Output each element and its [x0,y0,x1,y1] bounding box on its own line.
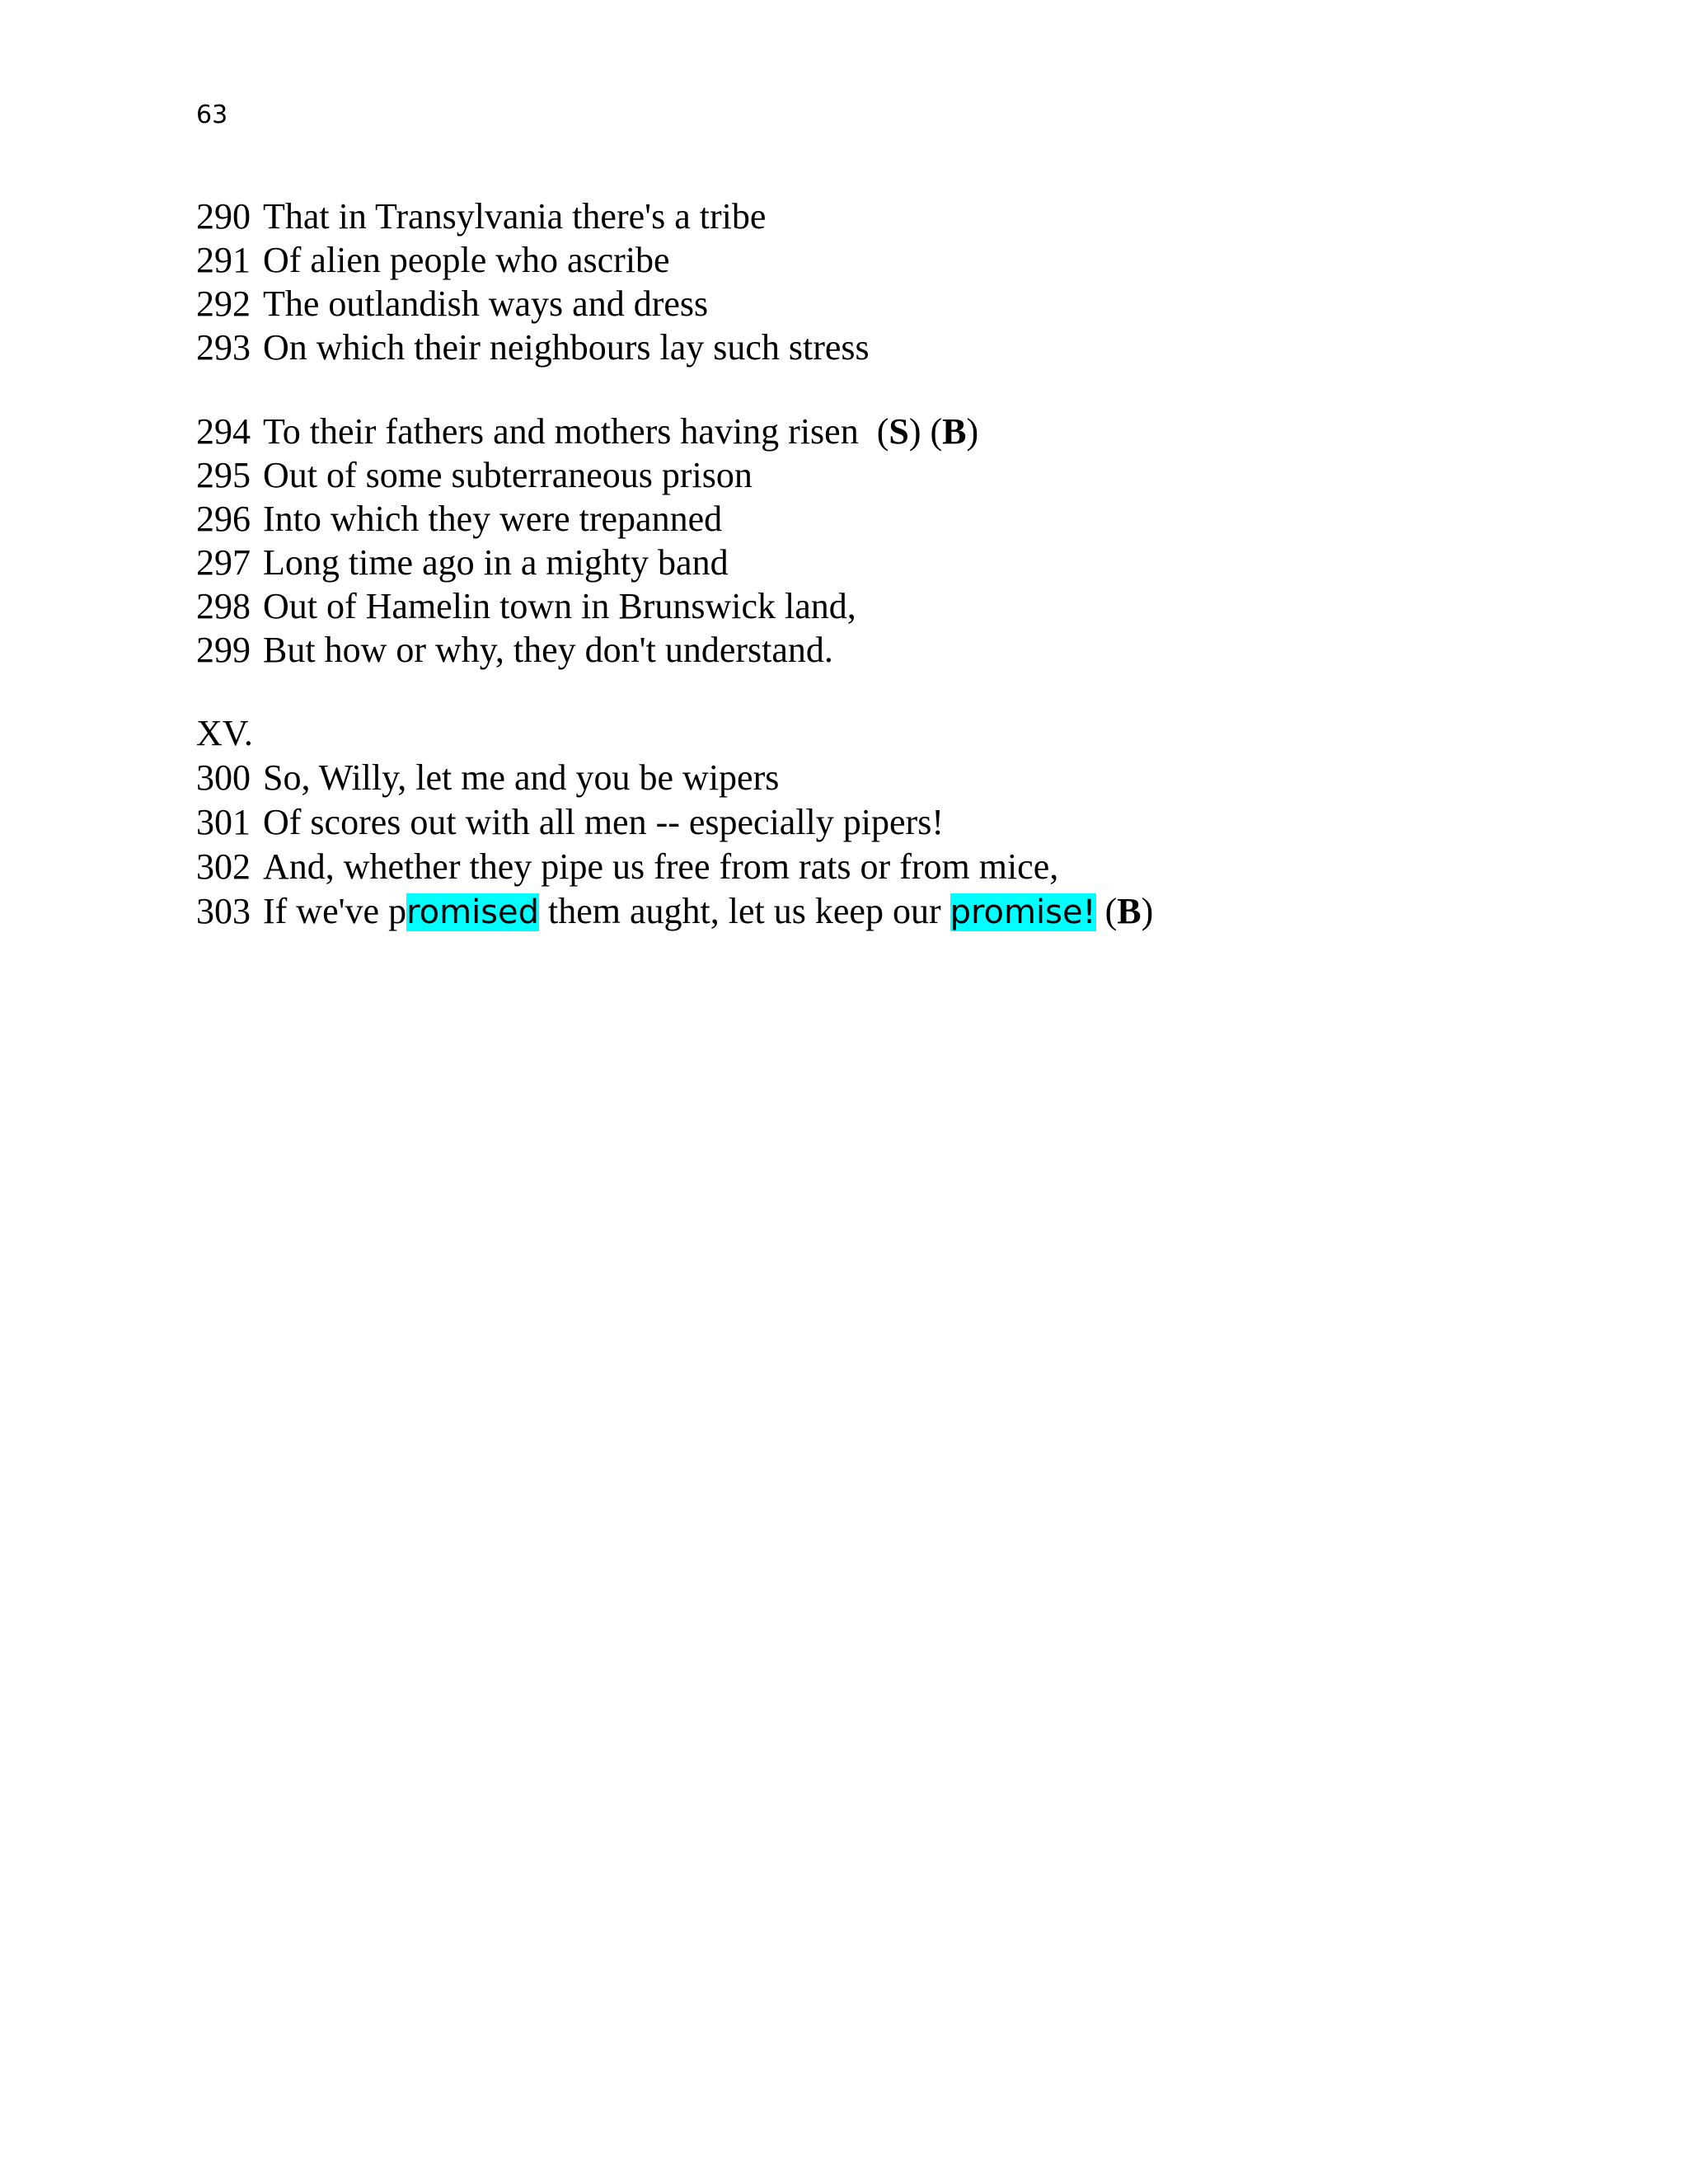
line-number: 298 [196,586,251,626]
source-tag-s: (S) [867,411,921,452]
poem-line-302 [196,845,1058,888]
line-text: To their fathers and mothers having risen [263,411,868,452]
poem-line-297 [196,541,729,584]
line-text: If we've p [263,891,407,931]
source-tag-letter: B [1117,891,1142,931]
source-tag-b: (B) [921,411,979,452]
line-number: 300 [196,757,251,798]
line-number: 295 [196,455,251,495]
line-text: But how or why, they don't understand. [263,630,833,670]
line-number: 292 [196,284,251,324]
line-number: 291 [196,240,251,280]
line-text: Long time ago in a mighty band [263,542,729,583]
line-number: 294 [196,411,251,452]
poem-line-300 [196,756,779,799]
line-text: So, Willy, let me and you be wipers [263,757,780,798]
line-number: 301 [196,802,251,842]
line-number: 297 [196,542,251,583]
line-number: 302 [196,846,251,887]
poem-line-299 [196,628,833,672]
poem-line-296 [196,497,722,541]
line-text: On which their neighbours lay such stress [263,327,870,368]
poem-line-298 [196,584,856,628]
line-text: Out of Hamelin town in Brunswick land, [263,586,856,626]
poem-line-293 [196,326,870,369]
line-text: Of scores out with all men -- especially pipers! [263,802,944,842]
line-number: 299 [196,630,251,670]
line-number: 296 [196,499,251,539]
section-heading: XV. [196,713,253,753]
page-number: 63 [196,101,228,129]
highlighted-text: romised [406,893,540,931]
line-text: them aught, let us keep our [539,891,950,931]
source-tag-letter: S [889,411,909,452]
line-text: That in Transylvania there's a tribe [263,196,767,237]
poem-line-294 [196,410,978,453]
poem-line-295 [196,453,753,497]
source-tag-letter: B [942,411,967,452]
poem-line-291 [196,238,670,282]
poem-line-292 [196,282,708,326]
line-text: Of alien people who ascribe [263,240,670,280]
poem-line-303 [196,889,1153,933]
source-tag-b: (B) [1095,891,1154,931]
line-text: And, whether they pipe us free from rats or from mice, [263,846,1059,887]
line-number: 290 [196,196,251,237]
highlighted-text: promise! [950,893,1096,931]
line-number: 303 [196,891,251,931]
line-number: 293 [196,327,251,368]
line-text: Into which they were trepanned [263,499,723,539]
poem-line-290 [196,194,766,238]
line-text: Out of some subterraneous prison [263,455,753,495]
line-text: The outlandish ways and dress [263,284,709,324]
poem-line-301 [196,800,944,844]
